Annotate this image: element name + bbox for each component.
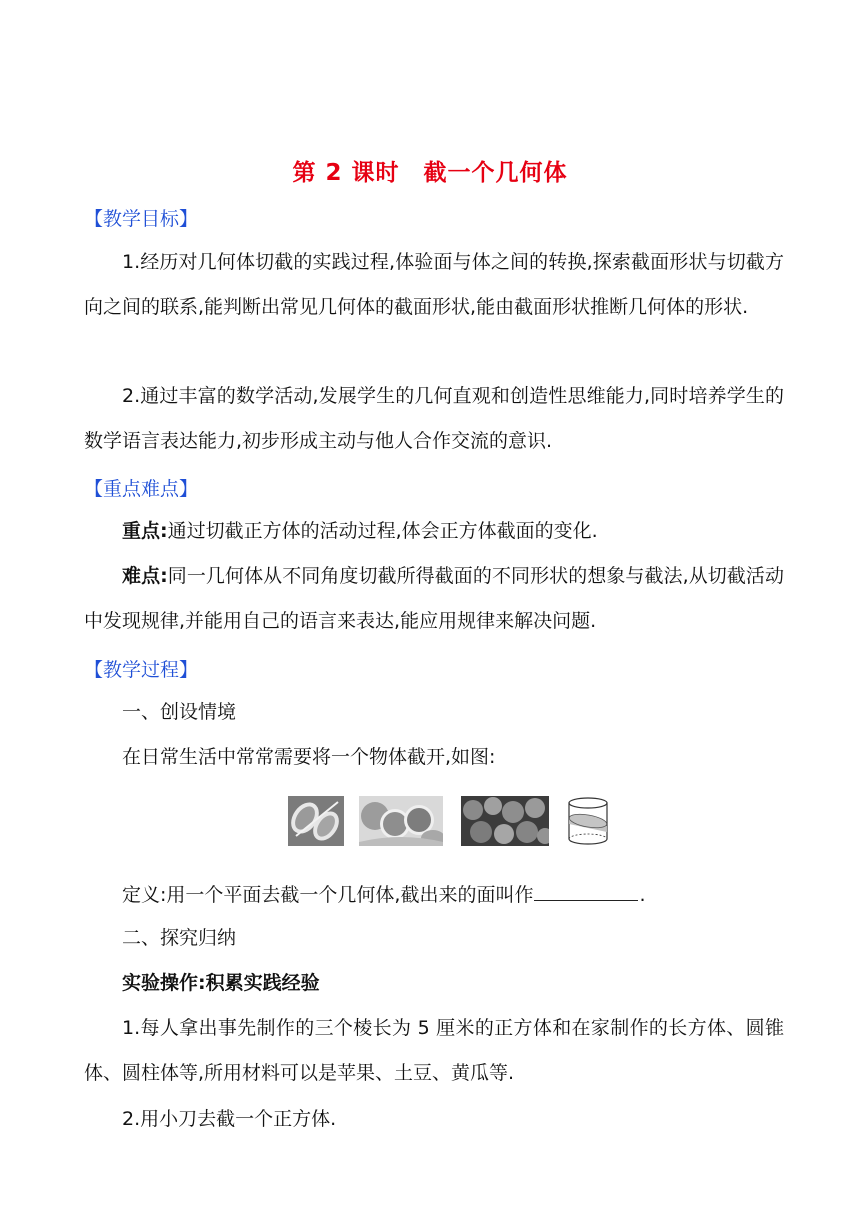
difficult-point-text: 同一几何体从不同角度切截所得截面的不同形状的想象与截法,从切截活动中发现规律,并能用自己的语言来表达,能应用规律来解决问题. [84,565,784,632]
part1-intro: 在日常生活中常常需要将一个物体截开,如图: [122,746,496,768]
experiment-step-2: 2.用小刀去截一个正方体. [122,1108,337,1130]
part1-heading: 一、创设情境 [122,701,237,723]
key-point-text: 通过切截正方体的活动过程,体会正方体截面的变化. [167,520,598,542]
lesson-title: 第 2 课时 截一个几何体 [292,160,568,186]
experiment-heading: 实验操作:积累实践经验 [122,972,320,994]
experiment-step-1: 1.每人拿出事先制作的三个棱长为 5 厘米的正方体和在家制作的长方体、圆锥体、圆柱体等,所用材料可以是苹果、土豆、黄瓜等. [84,1017,784,1084]
section-heading-objectives: 【教学目标】 [84,208,199,230]
sliced-citrus-photo [359,796,443,846]
definition-period: . [639,884,646,906]
key-point-paragraph [84,509,784,554]
cylinder-cross-section-icon [565,796,611,846]
difficult-point-label: 难点: [122,565,168,587]
sliced-fruit-photo [288,796,344,846]
part2-heading: 二、探究归纳 [122,927,237,949]
definition-answer-blank [534,882,638,901]
key-point-label: 重点: [122,520,168,542]
section-heading-process: 【教学过程】 [84,659,199,681]
sliced-logs-photo [461,796,549,846]
section-heading-key-points: 【重点难点】 [84,478,199,500]
objective-item-2: 2.通过丰富的数学活动,发展学生的几何直观和创造性思维能力,同时培养学生的数学语言表达能力,初步形成主动与他人合作交流的意识. [84,385,784,452]
definition-line [122,873,646,918]
objective-item-1: 1.经历对几何体切截的实践过程,体验面与体之间的转换,探索截面形状与切截方向之间的联系,能判断出常见几何体的截面形状,能由截面形状推断几何体的形状. [84,251,784,318]
definition-text: 定义:用一个平面去截一个几何体,截出来的面叫作 [122,884,534,906]
difficult-point-paragraph [84,554,784,644]
